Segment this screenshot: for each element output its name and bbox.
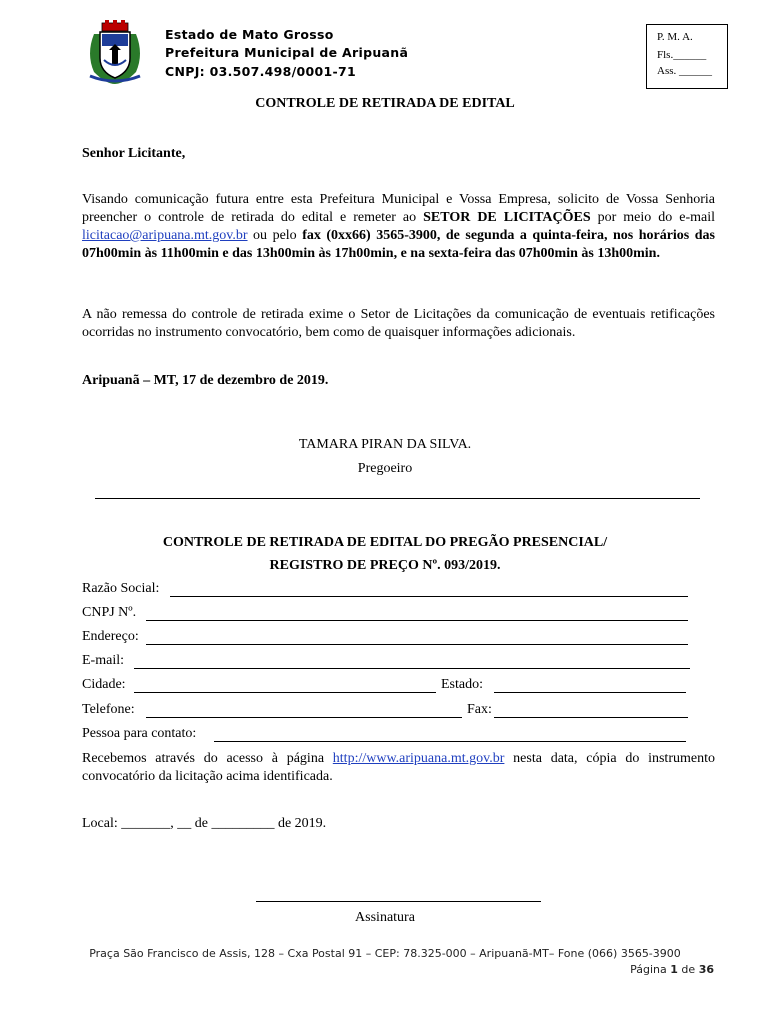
field-estado-line[interactable] xyxy=(494,692,686,693)
page-total: 36 xyxy=(698,963,714,976)
signer-name: TAMARA PIRAN DA SILVA. xyxy=(298,437,472,452)
field-fax-line[interactable] xyxy=(494,717,688,718)
field-razao-line[interactable] xyxy=(170,596,688,597)
paragraph-instructions xyxy=(82,191,715,263)
page-number xyxy=(630,963,714,976)
signature-label: Assinatura xyxy=(355,910,415,925)
field-telefone-line[interactable] xyxy=(146,717,462,718)
header-state: Estado de Mato Grosso xyxy=(165,27,334,42)
field-endereco-line[interactable] xyxy=(146,644,688,645)
field-razao-label: Razão Social: xyxy=(82,581,160,596)
pma-fls: Fls.______ xyxy=(657,49,707,61)
field-telefone-label: Telefone: xyxy=(82,702,135,717)
pma-stamp-box xyxy=(646,24,728,89)
field-cidade-label: Cidade: xyxy=(82,677,126,692)
local-date-line: Local: _______, __ de _________ de 2019. xyxy=(82,816,327,831)
page-prefix: Página xyxy=(630,963,671,976)
header-cnpj: CNPJ: 03.507.498/0001-71 xyxy=(165,64,357,79)
signer-role: Pregoeiro xyxy=(357,461,413,476)
page-title: CONTROLE DE RETIRADA DE EDITAL xyxy=(255,96,515,111)
para1-bold-sector: SETOR DE LICITAÇÕES xyxy=(423,210,591,225)
field-endereco-label: Endereço: xyxy=(82,629,139,644)
footer-address: Praça São Francisco de Assis, 128 – Cxa Postal 91 – CEP: 78.325-000 – Aripuanã-MT– Fone (066) 3565-3900 xyxy=(89,947,681,960)
page-current: 1 xyxy=(670,963,678,976)
form-title-line-2: REGISTRO DE PREÇO Nº. 093/2019. xyxy=(269,558,501,573)
municipal-crest-icon xyxy=(80,20,150,86)
pma-title: P. M. A. xyxy=(657,31,693,43)
field-contato-line[interactable] xyxy=(214,741,686,742)
field-email-label: E-mail: xyxy=(82,653,124,668)
section-divider xyxy=(95,498,700,499)
pma-ass: Ass. ______ xyxy=(657,65,713,77)
receipt-text-1: Recebemos através do acesso à página xyxy=(82,751,333,766)
field-cnpj-line[interactable] xyxy=(146,620,688,621)
field-email-line[interactable] xyxy=(134,668,690,669)
paragraph-receipt xyxy=(82,750,715,786)
para1-text-1: Visando comunicação futura entre esta Prefeitura Municipal e Vossa Empresa, solicito de Vossa Senhoria preencher o controle de retirada do edital e remeter ao xyxy=(82,192,715,225)
website-link[interactable]: http://www.aripuana.mt.gov.br xyxy=(332,751,505,766)
paragraph-notice: A não remessa do controle de retirada exime o Setor de Licitações da comunicação de eventuais retificações ocorridas no instrumento convocatório, bem como de quaisquer informações adicionais. xyxy=(82,307,715,340)
field-estado-label: Estado: xyxy=(441,677,483,692)
field-contato-label: Pessoa para contato: xyxy=(82,726,197,741)
field-cidade-line[interactable] xyxy=(134,692,436,693)
para1-text-2: por meio do e-mail xyxy=(590,210,715,225)
para1-bold-fax: fax (0xx66) 3565-3900, de segunda a quinta-feira, nos horários das 07h00min às 11h00min e das 13h00min às 17h00min, e na sexta-feira das 07h00min às 13h00min. xyxy=(82,228,715,261)
email-link[interactable]: licitacao@aripuana.mt.gov.br xyxy=(82,228,248,243)
salutation: Senhor Licitante, xyxy=(82,146,186,161)
signature-line xyxy=(256,901,541,902)
field-fax-label: Fax: xyxy=(467,702,492,717)
form-title-line-1: CONTROLE DE RETIRADA DE EDITAL DO PREGÃO PRESENCIAL/ xyxy=(162,535,608,550)
header-prefecture: Prefeitura Municipal de Aripuanã xyxy=(165,45,409,60)
receipt-text-2: nesta data, cópia do instrumento convocatório da licitação acima identificada. xyxy=(82,751,715,784)
date-line: Aripuanã – MT, 17 de dezembro de 2019. xyxy=(82,373,329,388)
page-mid: de xyxy=(677,963,699,976)
para1-text-3: ou pelo xyxy=(247,228,303,243)
field-cnpj-label: CNPJ Nº. xyxy=(82,605,137,620)
